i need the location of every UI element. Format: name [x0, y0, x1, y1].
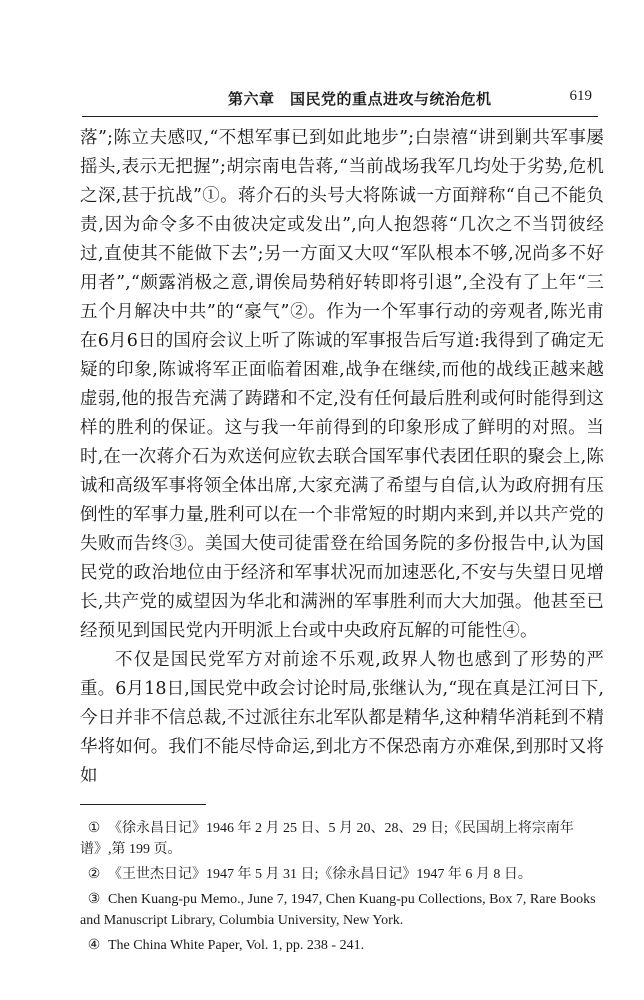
footnote-text: The China White Paper, Vol. 1, pp. 238 - 241. [108, 938, 365, 953]
header-divider [82, 116, 598, 117]
paragraph-continued: 落”;陈立夫感叹,“不想军事已到如此地步”;白崇禧“讲到剿共军事屡摇头,表示无把握”;胡宗南电告蒋,“当前战场我军几均处于劣势,危机之深,甚于抗战”①。蒋介石的头号大将陈诚一方面辩称“自己不能负责,因为命令多不由彼决定或发出”,向人抱怨蒋“几次之不当罚彼经过,直使其不能做下去”;另一方面又大叹“军队根本不够,况尚多不好用者”,“颇露消极之意,谓俟局势稍好转即将引退”,全没有了上年“三五个月解决中共”的“豪气”②。作为一个军事行动的旁观者,陈光甫在6月6日的国府会议上听了陈诚的军事报告后写道:我得到了确定无疑的印象,陈诚将军正面临着困难,战争在继续,而他的战线正越来越虚弱,他的报告充满了踌躇和不定,没有任何最后胜利或何时能得到这样的胜利的保证。这与我一年前得到的印象形成了鲜明的对照。当时,在一次蒋介石为欢送何应钦去联合国军事代表团任职的聚会上,陈诚和高级军事将领全体出席,大家充满了希望与自信,认为政府拥有压倒性的军事力量,胜利可以在一个非常短的时期内来到,并以共产党的失败而告终③。美国大使司徒雷登在给国务院的多份报告中,认为国民党的政治地位由于经济和军事状况而加速恶化,不安与失望日见增长,共产党的威望因为华北和满洲的军事胜利而大大加强。他甚至已经预见到国民党内开明派上台或中央政府瓦解的可能性④。 [80, 128, 604, 641]
footnote-marker: ③ [87, 892, 101, 907]
footnote-marker: ② [87, 867, 101, 882]
footnote-item [80, 889, 604, 931]
footnote-divider [80, 804, 206, 805]
footnote-marker: ④ [87, 938, 101, 953]
footnote-text: 《王世杰日记》1947 年 5 月 31 日;《徐永昌日记》1947 年 6 月 8 日。 [108, 867, 532, 882]
footnote-item [80, 818, 604, 860]
footnote-text: 《徐永昌日记》1946 年 2 月 25 日、5 月 20、28、29 日;《民国胡上将宗南年谱》,第 199 页。 [80, 821, 574, 857]
page-number: 619 [569, 88, 592, 104]
footnotes [80, 818, 604, 960]
footnote-item [80, 864, 604, 885]
running-header [82, 88, 598, 114]
paragraph: 不仅是国民党军方对前途不乐观,政界人物也感到了形势的严重。6月18日,国民党中政会讨论时局,张继认为,“现在真是江河日下,今日并非不信总裁,不过派往东北军队都是精华,这种精华消耗到不精华将如何。我们不能尽恃命运,到北方不保恐南方亦难保,到那时又将如 [80, 650, 604, 786]
footnote-text: Chen Kuang-pu Memo., June 7, 1947, Chen Kuang-pu Collections, Box 7, Rare Books and Manuscript Library, Columbia University, New York. [80, 892, 596, 928]
main-text [80, 124, 604, 791]
chapter-title: 第六章 国民党的重点进攻与统治危机 [228, 90, 492, 108]
footnote-marker: ① [87, 821, 101, 836]
footnote-item [80, 935, 604, 956]
